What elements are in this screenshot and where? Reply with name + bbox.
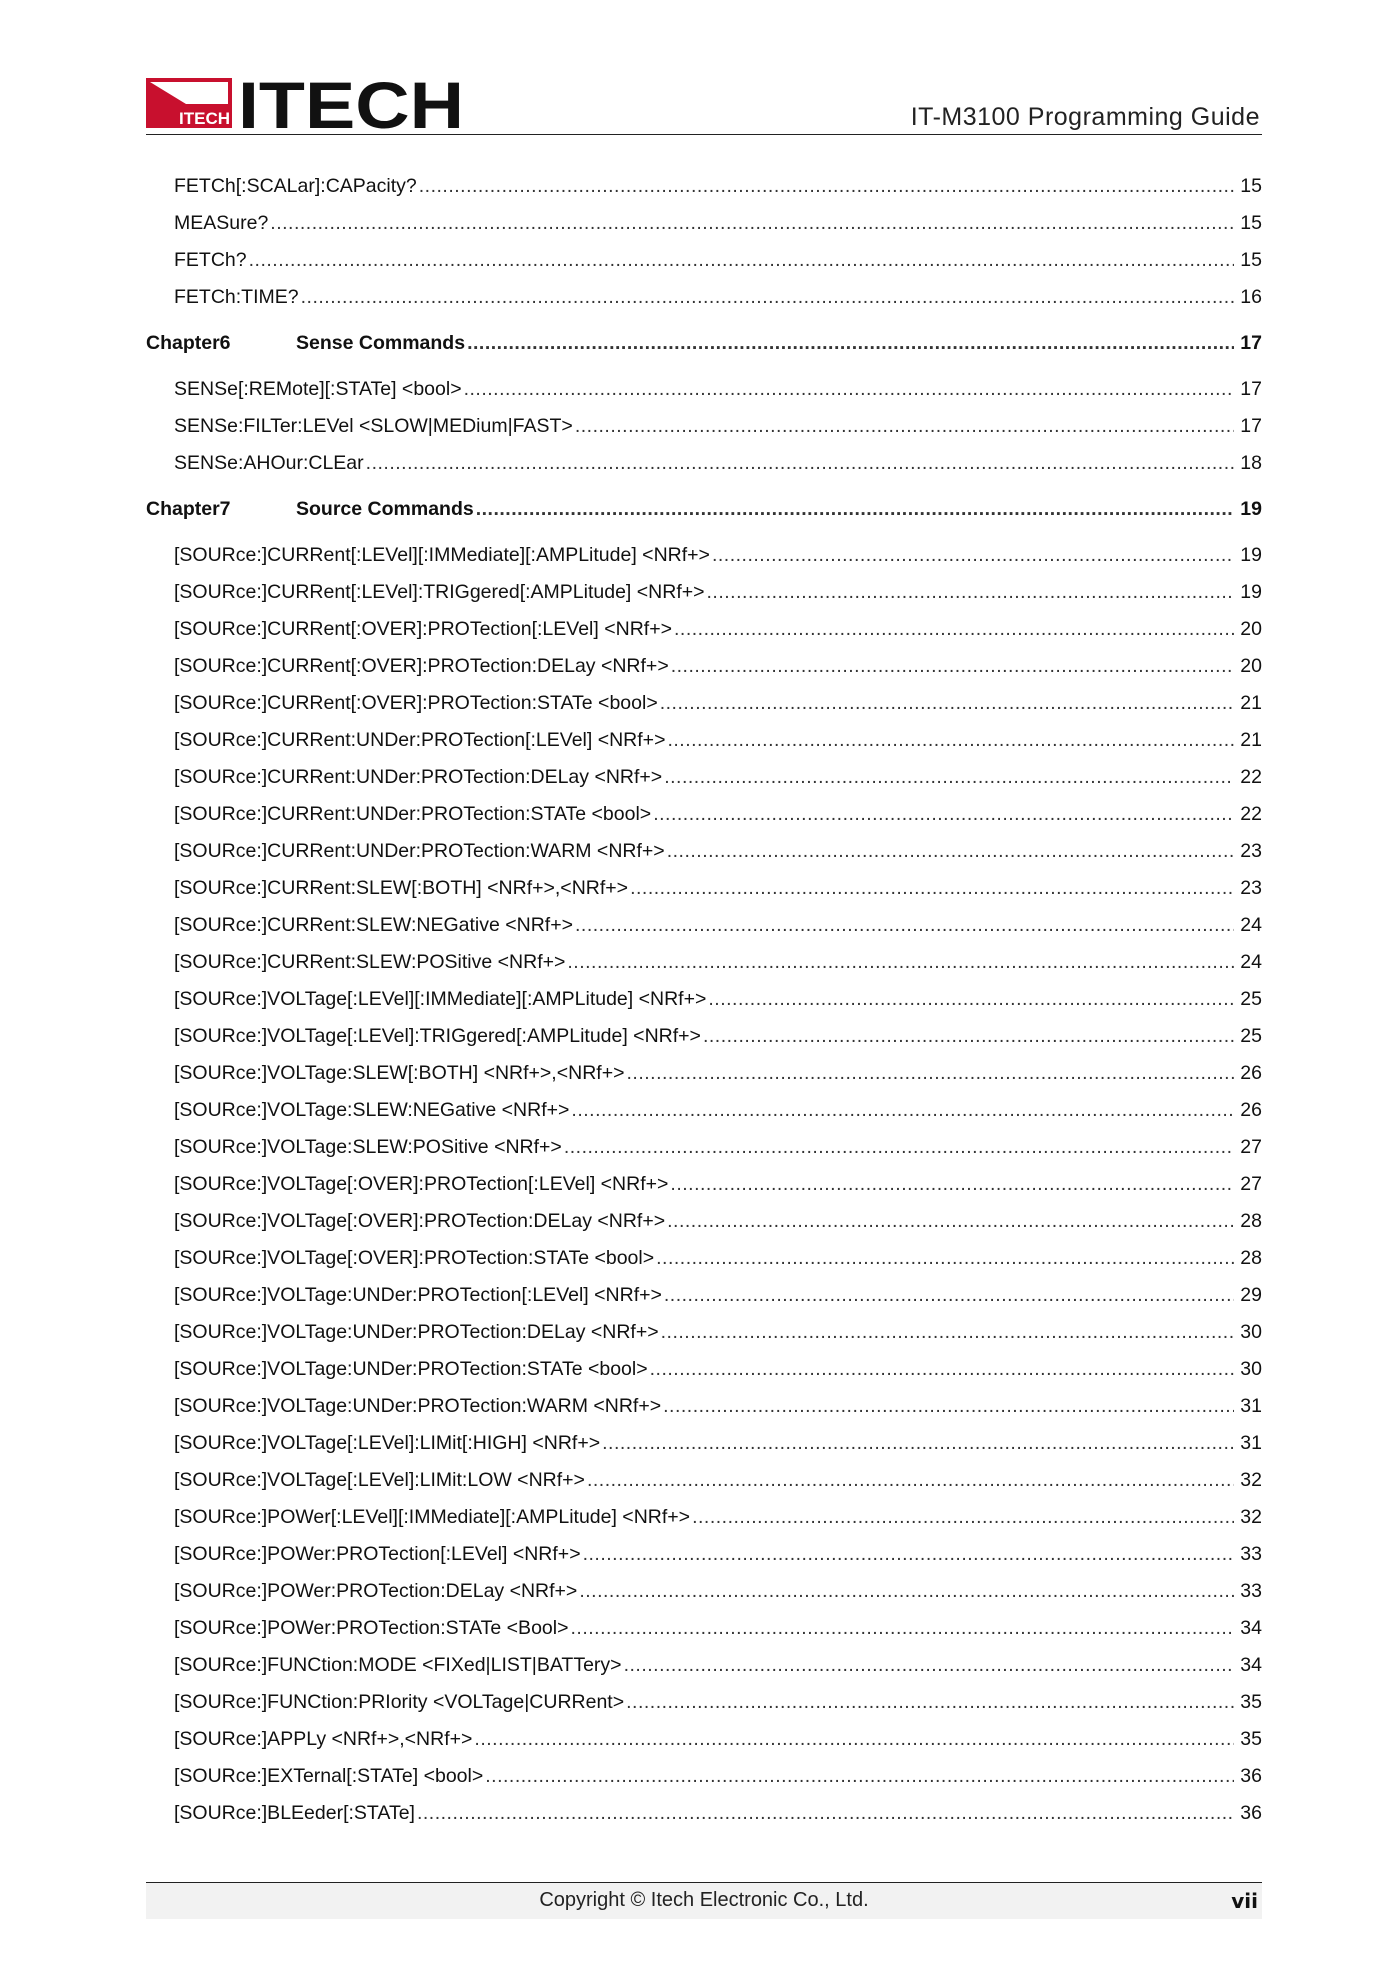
toc-entry-title: [SOURce:]VOLTage[:LEVel]:TRIGgered[:AMPLitude] <NRf+> xyxy=(174,1025,701,1047)
toc-dot-leader xyxy=(624,1647,1234,1684)
toc-page-number: 33 xyxy=(1240,1580,1262,1602)
toc-entry[interactable] xyxy=(146,870,1262,907)
toc-chapter-heading[interactable] xyxy=(146,318,1262,369)
toc-entry[interactable] xyxy=(146,685,1262,722)
toc-entry-title: MEASure? xyxy=(174,212,269,234)
toc-entry-title: [SOURce:]CURRent[:LEVel]:TRIGgered[:AMPLitude] <NRf+> xyxy=(174,581,705,603)
toc-entry[interactable] xyxy=(146,205,1262,242)
page-footer xyxy=(146,1882,1262,1919)
toc-entry[interactable] xyxy=(146,574,1262,611)
logo-badge-text: ITECH xyxy=(179,109,230,128)
toc-entry[interactable] xyxy=(146,1721,1262,1758)
toc-entry-title: [SOURce:]POWer:PROTection:DELay <NRf+> xyxy=(174,1580,578,1602)
toc-page-number: 27 xyxy=(1240,1136,1262,1158)
toc-entry-title: [SOURce:]VOLTage[:LEVel]:LIMit[:HIGH] <NRf+> xyxy=(174,1432,601,1454)
toc-page-number: 24 xyxy=(1240,951,1262,973)
toc-entry[interactable] xyxy=(146,796,1262,833)
toc-dot-leader xyxy=(653,796,1234,833)
toc-page-number: 22 xyxy=(1240,766,1262,788)
toc-entry-title: [SOURce:]VOLTage:UNDer:PROTection[:LEVel] <NRf+> xyxy=(174,1284,662,1306)
toc-entry-title: [SOURce:]CURRent:UNDer:PROTection:STATe <bool> xyxy=(174,803,652,825)
toc-entry-title: Source Commands xyxy=(296,498,474,520)
toc-entry[interactable] xyxy=(146,611,1262,648)
table-of-contents xyxy=(146,168,1262,1832)
toc-dot-leader xyxy=(419,168,1234,205)
toc-dot-leader xyxy=(692,1499,1234,1536)
toc-page-number: 26 xyxy=(1240,1099,1262,1121)
toc-entry-title: [SOURce:]CURRent[:OVER]:PROTection:DELay <NRf+> xyxy=(174,655,669,677)
document-title: IT-M3100 Programming Guide xyxy=(910,103,1260,131)
toc-dot-leader xyxy=(667,833,1234,870)
toc-page-number: 31 xyxy=(1240,1395,1262,1417)
toc-dot-leader xyxy=(570,1610,1234,1647)
toc-page-number: 20 xyxy=(1240,655,1262,677)
toc-entry-title: [SOURce:]VOLTage[:OVER]:PROTection[:LEVel] <NRf+> xyxy=(174,1173,669,1195)
toc-dot-leader xyxy=(663,1388,1234,1425)
toc-page-number: 17 xyxy=(1240,378,1262,400)
toc-dot-leader xyxy=(667,1203,1234,1240)
logo-wordmark: ITECH xyxy=(238,74,464,132)
toc-page-number: 16 xyxy=(1240,286,1262,308)
toc-page-number: 36 xyxy=(1240,1765,1262,1787)
toc-dot-leader xyxy=(660,685,1234,722)
toc-dot-leader xyxy=(366,445,1234,482)
toc-dot-leader xyxy=(485,1758,1234,1795)
toc-entry[interactable] xyxy=(146,1536,1262,1573)
toc-entry-title: [SOURce:]FUNCtion:PRIority <VOLTage|CURRent> xyxy=(174,1691,625,1713)
toc-entry-title: [SOURce:]VOLTage:UNDer:PROTection:DELay <NRf+> xyxy=(174,1321,659,1343)
toc-page-number: 19 xyxy=(1240,498,1262,520)
toc-page-number: 30 xyxy=(1240,1321,1262,1343)
toc-entry-title: [SOURce:]CURRent:UNDer:PROTection:DELay <NRf+> xyxy=(174,766,663,788)
copyright-notice: Copyright © Itech Electronic Co., Ltd. xyxy=(539,1889,869,1911)
toc-entry-title: [SOURce:]CURRent:SLEW:POSitive <NRf+> xyxy=(174,951,566,973)
toc-entry-title: FETCh[:SCALar]:CAPacity? xyxy=(174,175,417,197)
toc-entry[interactable] xyxy=(146,371,1262,408)
toc-page-number: 15 xyxy=(1240,249,1262,271)
toc-entry-title: SENSe:FILTer:LEVel <SLOW|MEDium|FAST> xyxy=(174,415,573,437)
toc-page-number: 28 xyxy=(1240,1247,1262,1269)
toc-entry-title: [SOURce:]POWer:PROTection:STATe <Bool> xyxy=(174,1617,569,1639)
toc-entry-title: [SOURce:]VOLTage:UNDer:PROTection:STATe <bool> xyxy=(174,1358,648,1380)
toc-entry-title: [SOURce:]CURRent:SLEW:NEGative <NRf+> xyxy=(174,914,573,936)
toc-dot-leader xyxy=(656,1240,1234,1277)
toc-entry-title: [SOURce:]EXTernal[:STATe] <bool> xyxy=(174,1765,484,1787)
toc-entry[interactable] xyxy=(146,1425,1262,1462)
toc-page-number: 30 xyxy=(1240,1358,1262,1380)
toc-dot-leader xyxy=(630,870,1234,907)
toc-dot-leader xyxy=(464,371,1234,408)
toc-entry[interactable] xyxy=(146,1758,1262,1795)
toc-entry[interactable] xyxy=(146,1684,1262,1721)
toc-entry-title: [SOURce:]CURRent[:LEVel][:IMMediate][:AMPLitude] <NRf+> xyxy=(174,544,710,566)
toc-dot-leader xyxy=(567,944,1234,981)
toc-page-number: 26 xyxy=(1240,1062,1262,1084)
toc-entry-title: [SOURce:]VOLTage:SLEW:POSitive <NRf+> xyxy=(174,1136,562,1158)
toc-entry[interactable] xyxy=(146,408,1262,445)
toc-entry-title: Sense Commands xyxy=(296,332,466,354)
toc-entry-title: [SOURce:]CURRent:UNDer:PROTection[:LEVel] <NRf+> xyxy=(174,729,666,751)
toc-entry-title: [SOURce:]POWer[:LEVel][:IMMediate][:AMPLitude] <NRf+> xyxy=(174,1506,691,1528)
toc-entry[interactable] xyxy=(146,1092,1262,1129)
toc-entry[interactable] xyxy=(146,445,1262,482)
toc-dot-leader xyxy=(602,1425,1234,1462)
toc-entry[interactable] xyxy=(146,1647,1262,1684)
toc-entry[interactable] xyxy=(146,1277,1262,1314)
toc-dot-leader xyxy=(626,1684,1234,1721)
toc-dot-leader xyxy=(587,1462,1234,1499)
toc-dot-leader xyxy=(579,1573,1234,1610)
toc-entry-title: SENSe:AHOur:CLEar xyxy=(174,452,364,474)
toc-entry[interactable] xyxy=(146,1351,1262,1388)
toc-chapter-heading[interactable] xyxy=(146,484,1262,535)
toc-entry-title: [SOURce:]FUNCtion:MODE <FIXed|LIST|BATTery> xyxy=(174,1654,622,1676)
toc-page-number: 15 xyxy=(1240,175,1262,197)
toc-entry[interactable] xyxy=(146,1388,1262,1425)
toc-entry[interactable] xyxy=(146,1129,1262,1166)
toc-page-number: 22 xyxy=(1240,803,1262,825)
toc-page-number: 17 xyxy=(1240,332,1262,354)
toc-entry-title: [SOURce:]VOLTage:SLEW:NEGative <NRf+> xyxy=(174,1099,570,1121)
toc-page-number: 32 xyxy=(1240,1506,1262,1528)
toc-dot-leader xyxy=(708,981,1234,1018)
toc-page-number: 25 xyxy=(1240,1025,1262,1047)
toc-entry-title: [SOURce:]VOLTage[:LEVel][:IMMediate][:AMPLitude] <NRf+> xyxy=(174,988,707,1010)
toc-entry-title: FETCh? xyxy=(174,249,247,271)
toc-entry-title: [SOURce:]CURRent[:OVER]:PROTection[:LEVel] <NRf+> xyxy=(174,618,672,640)
toc-dot-leader xyxy=(670,1166,1234,1203)
toc-dot-leader xyxy=(667,722,1234,759)
toc-dot-leader xyxy=(650,1351,1234,1388)
toc-entry[interactable] xyxy=(146,648,1262,685)
toc-dot-leader xyxy=(664,1277,1234,1314)
toc-page-number: 35 xyxy=(1240,1728,1262,1750)
toc-entry[interactable] xyxy=(146,537,1262,574)
toc-page-number: 17 xyxy=(1240,415,1262,437)
toc-dot-leader xyxy=(474,1721,1234,1758)
toc-dot-leader xyxy=(626,1055,1234,1092)
itech-logo xyxy=(146,74,464,132)
toc-dot-leader xyxy=(703,1018,1234,1055)
toc-entry[interactable] xyxy=(146,1055,1262,1092)
toc-entry[interactable] xyxy=(146,1314,1262,1351)
toc-entry[interactable] xyxy=(146,1795,1262,1832)
toc-entry-title: [SOURce:]VOLTage:UNDer:PROTection:WARM <NRf+> xyxy=(174,1395,662,1417)
toc-entry[interactable] xyxy=(146,1610,1262,1647)
toc-page-number: 34 xyxy=(1240,1654,1262,1676)
toc-entry-title: [SOURce:]CURRent:UNDer:PROTection:WARM <NRf+> xyxy=(174,840,665,862)
toc-entry[interactable] xyxy=(146,981,1262,1018)
toc-dot-leader xyxy=(301,279,1234,316)
toc-entry[interactable] xyxy=(146,1166,1262,1203)
toc-dot-leader xyxy=(575,907,1234,944)
page-header xyxy=(146,72,1262,135)
toc-dot-leader xyxy=(575,408,1234,445)
toc-page-number: 34 xyxy=(1240,1617,1262,1639)
toc-dot-leader xyxy=(249,242,1234,279)
toc-entry-title: [SOURce:]CURRent:SLEW[:BOTH] <NRf+>,<NRf+> xyxy=(174,877,629,899)
toc-dot-leader xyxy=(674,611,1234,648)
toc-page-number: 19 xyxy=(1240,581,1262,603)
toc-dot-leader xyxy=(417,1795,1234,1832)
toc-entry[interactable] xyxy=(146,1573,1262,1610)
toc-page-number: 25 xyxy=(1240,988,1262,1010)
toc-dot-leader xyxy=(467,318,1234,369)
toc-dot-leader xyxy=(661,1314,1234,1351)
toc-entry[interactable] xyxy=(146,279,1262,316)
toc-entry[interactable] xyxy=(146,1462,1262,1499)
toc-page-number: 18 xyxy=(1240,452,1262,474)
toc-entry[interactable] xyxy=(146,722,1262,759)
toc-entry[interactable] xyxy=(146,1240,1262,1277)
toc-page-number: 32 xyxy=(1240,1469,1262,1491)
toc-entry[interactable] xyxy=(146,1018,1262,1055)
toc-page-number: 27 xyxy=(1240,1173,1262,1195)
toc-entry[interactable] xyxy=(146,168,1262,205)
page-number: vii xyxy=(1231,1889,1258,1913)
toc-dot-leader xyxy=(571,1092,1234,1129)
toc-page-number: 29 xyxy=(1240,1284,1262,1306)
toc-entry-title: [SOURce:]CURRent[:OVER]:PROTection:STATe <bool> xyxy=(174,692,658,714)
toc-entry-title: [SOURce:]APPLy <NRf+>,<NRf+> xyxy=(174,1728,473,1750)
toc-dot-leader xyxy=(671,648,1234,685)
toc-page-number: 20 xyxy=(1240,618,1262,640)
toc-entry-title: [SOURce:]VOLTage[:OVER]:PROTection:DELay <NRf+> xyxy=(174,1210,666,1232)
toc-dot-leader xyxy=(476,484,1234,535)
toc-entry[interactable] xyxy=(146,833,1262,870)
toc-entry[interactable] xyxy=(146,759,1262,796)
toc-page-number: 21 xyxy=(1240,692,1262,714)
toc-page-number: 15 xyxy=(1240,212,1262,234)
toc-page-number: 24 xyxy=(1240,914,1262,936)
toc-entry-title: [SOURce:]BLEeder[:STATe] xyxy=(174,1802,415,1824)
toc-entry[interactable] xyxy=(146,944,1262,981)
toc-page-number: 21 xyxy=(1240,729,1262,751)
toc-dot-leader xyxy=(712,537,1234,574)
toc-page-number: 28 xyxy=(1240,1210,1262,1232)
toc-chapter-number: Chapter6 xyxy=(146,332,231,354)
toc-page-number: 36 xyxy=(1240,1802,1262,1824)
toc-entry[interactable] xyxy=(146,907,1262,944)
toc-entry[interactable] xyxy=(146,1499,1262,1536)
toc-chapter-number: Chapter7 xyxy=(146,498,231,520)
toc-page-number: 31 xyxy=(1240,1432,1262,1454)
toc-entry-title: [SOURce:]VOLTage:SLEW[:BOTH] <NRf+>,<NRf+> xyxy=(174,1062,625,1084)
toc-dot-leader xyxy=(707,574,1234,611)
toc-entry[interactable] xyxy=(146,242,1262,279)
toc-dot-leader xyxy=(270,205,1234,242)
toc-entry[interactable] xyxy=(146,1203,1262,1240)
toc-entry-title: [SOURce:]POWer:PROTection[:LEVel] <NRf+> xyxy=(174,1543,581,1565)
toc-page-number: 35 xyxy=(1240,1691,1262,1713)
toc-entry-title: [SOURce:]VOLTage[:LEVel]:LIMit:LOW <NRf+> xyxy=(174,1469,585,1491)
toc-entry-title: FETCh:TIME? xyxy=(174,286,299,308)
toc-entry-title: [SOURce:]VOLTage[:OVER]:PROTection:STATe <bool> xyxy=(174,1247,655,1269)
toc-page-number: 19 xyxy=(1240,544,1262,566)
toc-page-number: 23 xyxy=(1240,840,1262,862)
toc-dot-leader xyxy=(564,1129,1234,1166)
toc-page-number: 23 xyxy=(1240,877,1262,899)
toc-entry-title: SENSe[:REMote][:STATe] <bool> xyxy=(174,378,462,400)
toc-page-number: 33 xyxy=(1240,1543,1262,1565)
toc-dot-leader xyxy=(583,1536,1234,1573)
toc-dot-leader xyxy=(664,759,1234,796)
